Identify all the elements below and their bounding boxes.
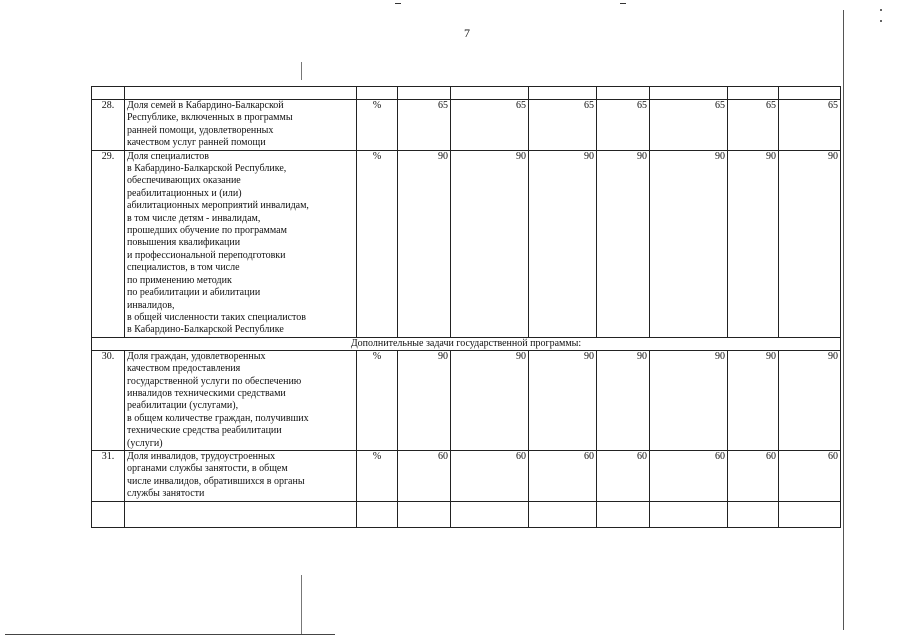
row-number: 28. xyxy=(92,100,125,151)
row-number: 30. xyxy=(92,350,125,450)
value-cell: 60 xyxy=(529,450,597,501)
indicator-name: Доля семей в Кабардино-Балкарской Республике, включенных в программы ранней помощи, удовлетворенных качеством услуг ранней помощи xyxy=(125,100,357,151)
value-cell: 60 xyxy=(451,450,529,501)
unit-cell: % xyxy=(357,150,398,337)
indicators-table xyxy=(91,86,841,528)
row-number: 29. xyxy=(92,150,125,337)
value-cell: 60 xyxy=(398,450,451,501)
table-row xyxy=(92,450,841,501)
value-cell: 90 xyxy=(650,350,728,450)
value-cell: 90 xyxy=(529,150,597,337)
value-cell: 90 xyxy=(597,350,650,450)
scan-line xyxy=(301,62,302,80)
table-cell xyxy=(597,501,650,527)
unit-cell: % xyxy=(357,100,398,151)
value-cell: 90 xyxy=(398,350,451,450)
table-rows-bottom xyxy=(92,350,841,501)
table-row xyxy=(92,350,841,450)
indicator-name: Доля инвалидов, трудоустроенных органами службы занятости, в общем числе инвалидов, обратившихся в органы службы занятости xyxy=(125,450,357,501)
table-cell xyxy=(728,87,779,100)
table-cell xyxy=(728,501,779,527)
value-cell: 65 xyxy=(650,100,728,151)
value-cell: 65 xyxy=(728,100,779,151)
table-cell xyxy=(357,87,398,100)
value-cell: 90 xyxy=(529,350,597,450)
table-cell xyxy=(398,87,451,100)
table-cell xyxy=(529,501,597,527)
table-row xyxy=(92,150,841,337)
table-cell xyxy=(92,501,125,527)
value-cell: 90 xyxy=(728,350,779,450)
value-cell: 65 xyxy=(597,100,650,151)
value-cell: 90 xyxy=(650,150,728,337)
value-cell: 60 xyxy=(728,450,779,501)
indicator-name: Доля граждан, удовлетворенных качеством предоставления государственной услуги по обеспечению инвалидов техническими средствами реабилитации (услугами), в общем количестве граждан, получивших технические средства реабилитации (услуги) xyxy=(125,350,357,450)
indicator-name: Доля специалистов в Кабардино-Балкарской Республике, обеспечивающих оказание реабилитационных и (или) абилитационных мероприятий инвалидам, в том числе детям - инвалидам, прошедших обучение по программам повышения квалификации и профессиональной переподготовки специалистов, в том числе по применению методик по реабилитации и абилитации инвалидов, в общей численности таких специалистов в Кабардино-Балкарской Республике xyxy=(125,150,357,337)
table-cell xyxy=(650,501,728,527)
table-cell xyxy=(529,87,597,100)
table-cell xyxy=(451,501,529,527)
table-cell xyxy=(779,501,841,527)
table-rows-top xyxy=(92,100,841,338)
table-cell xyxy=(451,87,529,100)
table-cell xyxy=(779,87,841,100)
scan-line xyxy=(5,634,335,635)
scan-line xyxy=(301,575,302,635)
scan-dot xyxy=(880,9,882,11)
value-cell: 60 xyxy=(597,450,650,501)
table-section-row xyxy=(92,337,841,350)
value-cell: 90 xyxy=(779,350,841,450)
table-cell xyxy=(398,501,451,527)
table-row xyxy=(92,100,841,151)
value-cell: 90 xyxy=(779,150,841,337)
table-cell xyxy=(597,87,650,100)
scan-mark xyxy=(395,3,401,4)
value-cell: 90 xyxy=(597,150,650,337)
scan-line xyxy=(843,10,844,630)
value-cell: 60 xyxy=(779,450,841,501)
table-cell xyxy=(650,87,728,100)
value-cell: 65 xyxy=(398,100,451,151)
value-cell: 65 xyxy=(779,100,841,151)
table-cell xyxy=(92,87,125,100)
row-number: 31. xyxy=(92,450,125,501)
table-cell xyxy=(125,501,357,527)
scan-dot xyxy=(880,20,882,22)
section-heading: Дополнительные задачи государственной программы: xyxy=(92,337,841,350)
value-cell: 90 xyxy=(728,150,779,337)
unit-cell: % xyxy=(357,450,398,501)
value-cell: 90 xyxy=(398,150,451,337)
table-cell xyxy=(125,87,357,100)
table-blank-row xyxy=(92,87,841,100)
table-cell xyxy=(357,501,398,527)
unit-cell: % xyxy=(357,350,398,450)
value-cell: 90 xyxy=(451,350,529,450)
value-cell: 65 xyxy=(529,100,597,151)
page-number: 7 xyxy=(464,26,470,40)
table-blank-row xyxy=(92,501,841,527)
value-cell: 60 xyxy=(650,450,728,501)
value-cell: 90 xyxy=(451,150,529,337)
scan-mark xyxy=(620,3,626,4)
value-cell: 65 xyxy=(451,100,529,151)
